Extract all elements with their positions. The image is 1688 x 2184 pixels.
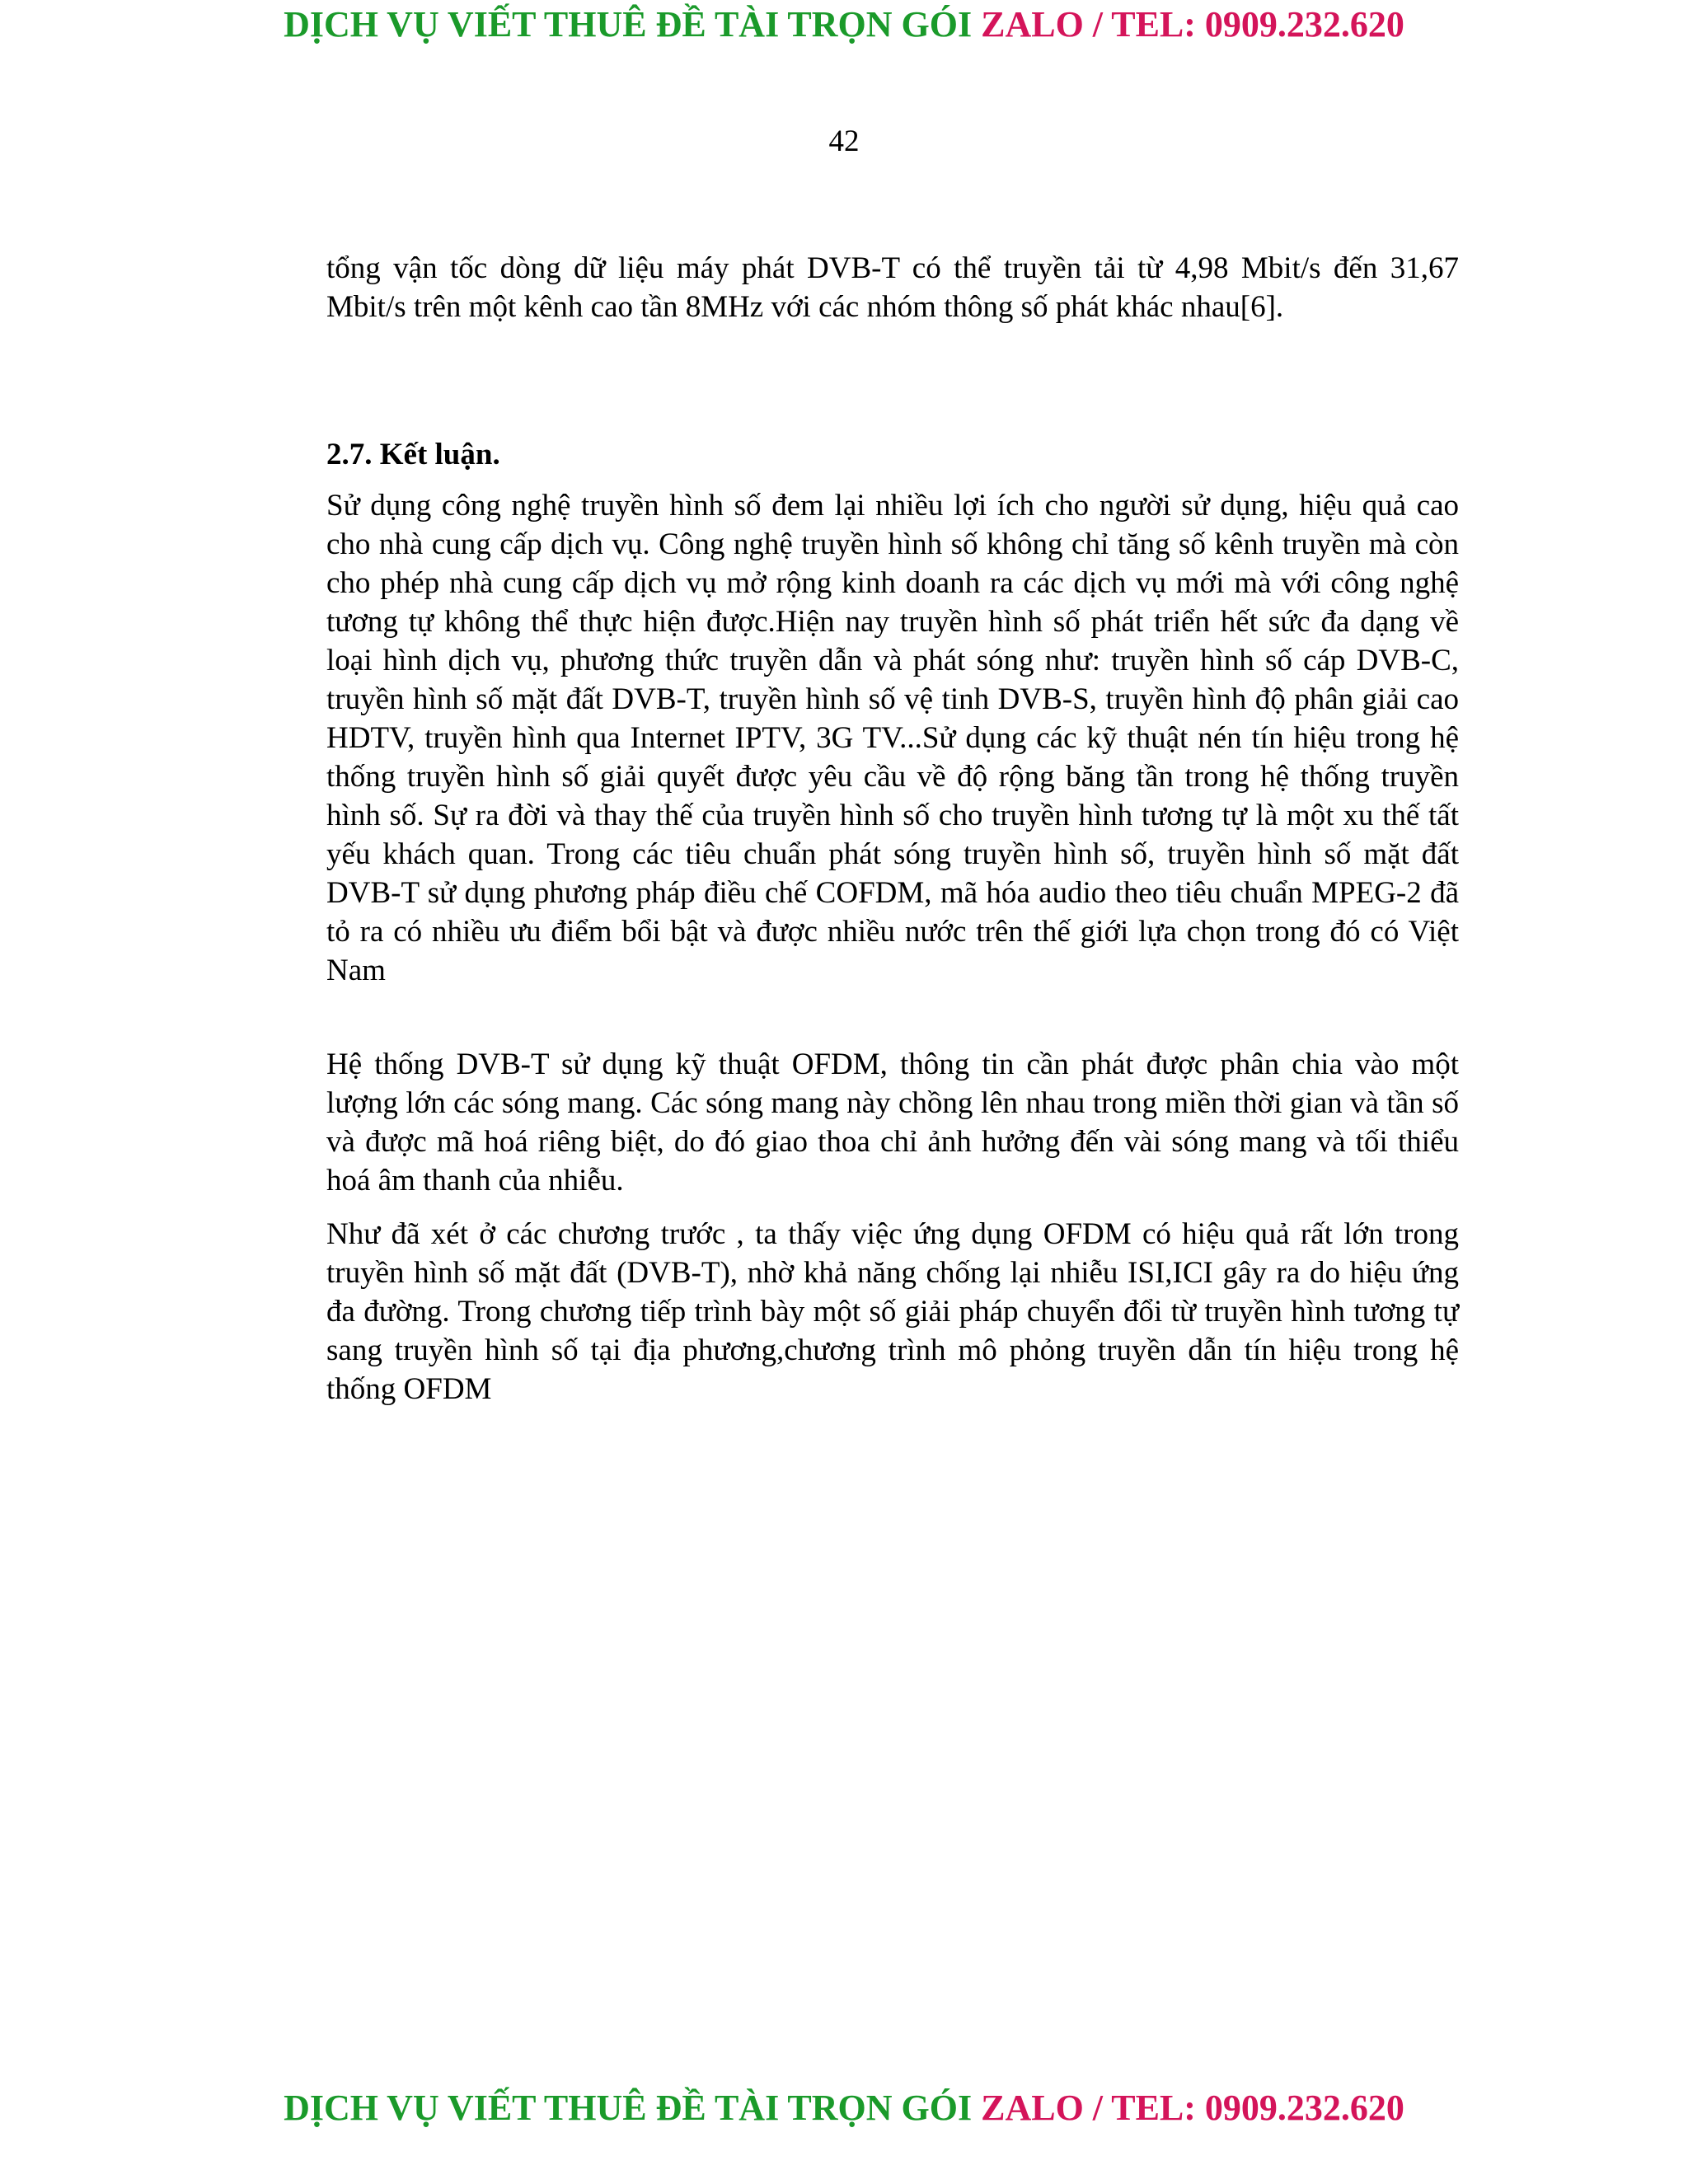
page-number: 42 xyxy=(828,124,860,158)
paragraph-block-3 xyxy=(326,1215,1459,1408)
footer-banner xyxy=(0,2085,1688,2131)
intro-paragraph-block xyxy=(326,249,1459,326)
body-paragraph: Sử dụng công nghệ truyền hình số đem lại nhiều lợi ích cho người sử dụng, hiệu quả cao cho nhà cung cấp dịch vụ. Công nghệ truyền hình số không chỉ tăng số kênh truyền mà còn cho phép nhà cung cấp dịch vụ mở rộng kinh doanh ra các dịch vụ mới mà với công nghệ tương tự không thể thực hiện được.Hiện nay truyền hình số phát triển hết sức đa dạng về loại hình dịch vụ, phương thức truyền dẫn và phát sóng như: truyền hình số cáp DVB-C, truyền hình số mặt đất DVB-T, truyền hình số vệ tinh DVB-S, truyền hình độ phân giải cao HDTV, truyền hình qua Internet IPTV, 3G TV...Sử dụng các kỹ thuật nén tín hiệu trong hệ thống truyền hình số giải quyết được yêu cầu về độ rộng băng tần trong hệ thống truyền hình số. Sự ra đời và thay thế của truyền hình số cho truyền hình tương tự là một xu thế tất yếu khách quan. Trong các tiêu chuẩn phát sóng truyền hình số, truyền hình số mặt đất DVB-T sử dụng phương pháp điều chế COFDM, mã hóa audio theo tiêu chuẩn MPEG-2 đã tỏ ra có nhiều ưu điểm bổi bật và được nhiều nước trên thế giới lựa chọn trong đó có Việt Nam xyxy=(326,489,1459,987)
paragraph-block-1 xyxy=(326,486,1459,990)
body-paragraph: Hệ thống DVB-T sử dụng kỹ thuật OFDM, thông tin cần phát được phân chia vào một lượng lớn các sóng mang. Các sóng mang này chồng lên nhau trong miền thời gian và tần số và được mã hoá riêng biệt, do đó giao thoa chỉ ảnh hưởng đến vài sóng mang và tối thiểu hoá âm thanh của nhiễu. xyxy=(326,1047,1459,1197)
intro-paragraph: tổng vận tốc dòng dữ liệu máy phát DVB-T có thể truyền tải từ 4,98 Mbit/s đến 31,67 Mbit/s trên một kênh cao tần 8MHz với các nhóm thông số phát khác nhau[6]. xyxy=(326,251,1459,324)
header-banner xyxy=(0,2,1688,48)
banner-contact-text: ZALO / TEL: 0909.232.620 xyxy=(981,4,1404,45)
banner-service-text: DỊCH VỤ VIẾT THUÊ ĐỀ TÀI TRỌN GÓI xyxy=(284,4,982,45)
banner-contact-text: ZALO / TEL: 0909.232.620 xyxy=(981,2088,1404,2128)
body-paragraph: Như đã xét ở các chương trước , ta thấy việc ứng dụng OFDM có hiệu quả rất lớn trong truyền hình số mặt đất (DVB-T), nhờ khả năng chống lại nhiễu ISI,ICI gây ra do hiệu ứng đa đường. Trong chương tiếp trình bày một số giải pháp chuyển đổi từ truyền hình tương tự sang truyền hình số tại địa phương,chương trình mô phỏng truyền dẫn tín hiệu trong hệ thống OFDM xyxy=(326,1217,1459,1406)
paragraph-block-2 xyxy=(326,1045,1459,1200)
banner-service-text: DỊCH VỤ VIẾT THUÊ ĐỀ TÀI TRỌN GÓI xyxy=(284,2088,982,2128)
section-heading: 2.7. Kết luận. xyxy=(326,438,500,471)
